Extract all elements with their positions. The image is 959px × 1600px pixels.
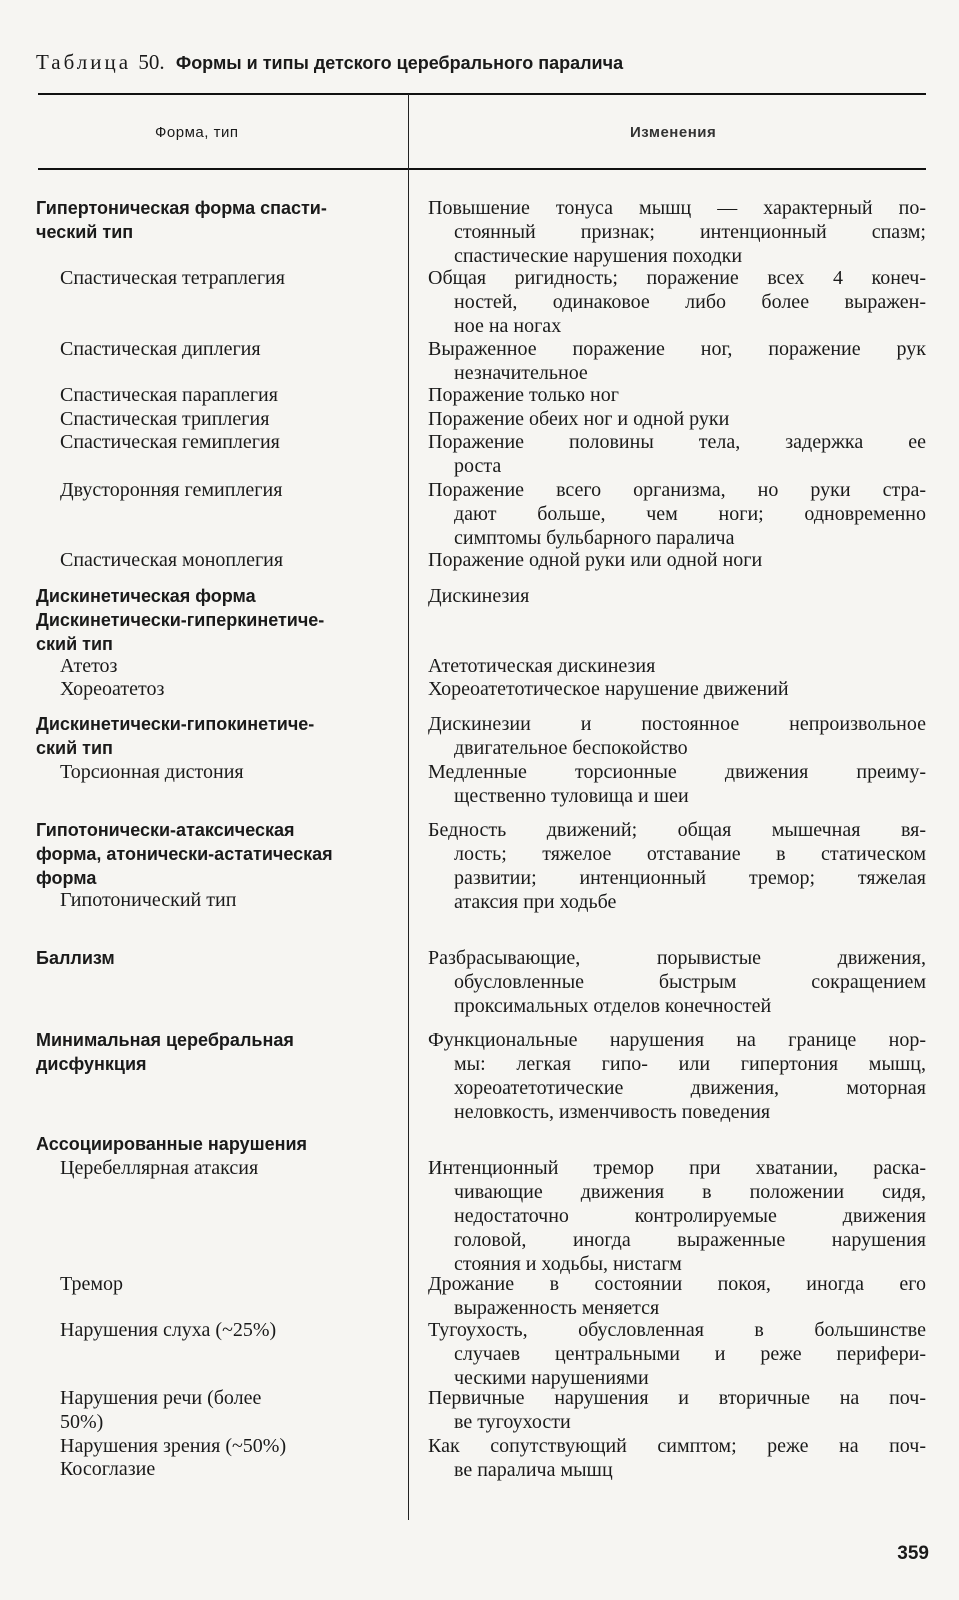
row-right-line: случаев центральными и реже перифери- (454, 1343, 926, 1365)
row-right (428, 1318, 926, 1390)
row-right-line: Дискинезии и постоянное непроизвольное (428, 713, 926, 735)
row-left (36, 478, 416, 502)
header-changes: Изменения (630, 124, 717, 141)
row-left-line: Двусторонняя гемиплегия (60, 479, 283, 501)
row-right-line: головой, иногда выраженные нарушения (454, 1229, 926, 1251)
page-number: 359 (897, 1543, 929, 1564)
row-left-line: Дискинетически-гиперкинетиче- (36, 610, 325, 630)
row-right (428, 584, 926, 608)
row-left-line: Спастическая моноплегия (60, 549, 284, 571)
column-divider (408, 94, 409, 1520)
row-right (428, 760, 926, 808)
row-left-line: форма (36, 868, 97, 888)
caption-number: 50. (138, 50, 165, 74)
row-right-line: спастические нарушения походки (454, 245, 743, 267)
row-right (428, 818, 926, 914)
row-left-line: Минимальная церебральная (36, 1030, 294, 1050)
row-left (36, 654, 416, 678)
row-left-line: Спастическая триплегия (60, 408, 270, 430)
row-right-line: Поражение только ног (428, 384, 619, 406)
row-left (36, 383, 416, 407)
row-right (428, 1386, 926, 1434)
row-right-line: ве паралича мышц (454, 1459, 613, 1481)
row-left-line: Нарушения речи (более (60, 1387, 262, 1409)
row-right-line: Повышение тонуса мышц — характерный по- (428, 197, 926, 219)
row-right (428, 337, 926, 385)
row-left-line: Спастическая гемиплегия (60, 431, 280, 453)
row-right-line: Первичные нарушения и вторичные на поч- (428, 1387, 926, 1409)
row-right-line: ве тугоухости (454, 1411, 571, 1433)
row-left-line: ский тип (36, 634, 113, 654)
row-right-line: недостаточно контролируемые движения (454, 1205, 926, 1227)
row-left-line: Дискинетически-гипокинетиче- (36, 714, 315, 734)
row-right (428, 196, 926, 268)
row-left (36, 888, 416, 912)
row-right (428, 430, 926, 478)
row-right-line: Хореоатетотическое нарушение движений (428, 678, 789, 700)
row-right-line: симптомы бульбарного паралича (454, 527, 735, 549)
row-left-line: Нарушения слуха (~25%) (60, 1319, 277, 1341)
row-right-line: Поражение всего организма, но руки стра- (428, 479, 926, 501)
row-right-line: Медленные торсионные движения преиму- (428, 761, 926, 783)
row-left-line: дисфункция (36, 1054, 147, 1074)
row-right-line: Поражение половины тела, задержка ее (428, 431, 926, 453)
row-left-line: Церебеллярная атаксия (60, 1157, 259, 1179)
row-right-line: обусловленные быстрым сокращением (454, 971, 926, 993)
row-right-line: роста (454, 455, 502, 477)
row-left (36, 1386, 416, 1434)
row-left (36, 712, 392, 760)
row-left-line: Нарушения зрения (~50%) (60, 1435, 287, 1457)
row-right (428, 548, 926, 572)
row-right (428, 1028, 926, 1124)
row-left-line: ский тип (36, 738, 113, 758)
row-left-line: форма, атонически-астатическая (36, 844, 333, 864)
row-left-line: Косоглазие (60, 1458, 156, 1480)
row-left-line: Ассоциированные нарушения (36, 1134, 308, 1154)
row-left (36, 337, 416, 361)
row-right-line: Функциональные нарушения на границе нор- (428, 1029, 926, 1051)
top-rule (38, 93, 926, 95)
row-right-line: Выраженное поражение ног, поражение рук (428, 338, 926, 360)
row-left-line: Гипотонический тип (60, 889, 237, 911)
row-left (36, 548, 416, 572)
caption-title: Формы и типы детского церебрального паралича (175, 53, 624, 73)
row-left (36, 1272, 416, 1296)
row-right-line: стоянный признак; интенционный спазм; (454, 221, 926, 243)
row-left (36, 760, 416, 784)
row-left (36, 946, 392, 970)
row-right-line: дают больше, чем ноги; одновременно (454, 503, 926, 525)
row-right (428, 1272, 926, 1320)
row-left-line: Атетоз (60, 655, 118, 677)
row-right-line: Общая ригидность; поражение всех 4 конеч- (428, 267, 926, 289)
row-left-line: Торсионная дистония (60, 761, 244, 783)
row-left-line: Гипотонически-атаксическая (36, 820, 295, 840)
row-right (428, 677, 926, 701)
row-right-line: развитии; интенционный тремор; тяжелая (454, 867, 926, 889)
row-right-line: Атетотическая дискинезия (428, 655, 656, 677)
row-left (36, 407, 416, 431)
row-right (428, 946, 926, 1018)
row-right-line: стояния и ходьбы, нистагм (454, 1253, 682, 1275)
header-rule (38, 168, 926, 170)
row-right-line: чивающие движения в положении сидя, (454, 1181, 926, 1203)
row-right-line: Поражение одной руки или одной ноги (428, 549, 763, 571)
row-right (428, 712, 926, 760)
row-left-line: Спастическая диплегия (60, 338, 261, 360)
row-right-line: ческими нарушениями (454, 1367, 649, 1389)
row-right-line: Интенционный тремор при хватании, раска- (428, 1157, 926, 1179)
row-right (428, 478, 926, 550)
row-left-line: Хореоатетоз (60, 678, 165, 700)
row-right (428, 383, 926, 407)
row-right-line: щественно туловища и шеи (454, 785, 689, 807)
row-left (36, 1318, 416, 1342)
table-caption (36, 50, 916, 75)
row-right (428, 407, 926, 431)
row-left-line: Гипертоническая форма спасти- (36, 198, 327, 218)
row-right-line: хореоатетотические движения, моторная (454, 1077, 926, 1099)
row-left (36, 1434, 416, 1458)
row-left (36, 196, 392, 244)
row-right (428, 1156, 926, 1276)
row-left-line: Тремор (60, 1273, 123, 1295)
row-left (36, 677, 416, 701)
row-right-line: выраженность меняется (454, 1297, 660, 1319)
row-right-line: неловкость, изменчивость поведения (454, 1101, 771, 1123)
row-right-line: Дискинезия (428, 585, 530, 607)
header-form-type: Форма, тип (155, 124, 239, 141)
row-left-line: 50%) (60, 1411, 104, 1433)
row-right-line: Бедность движений; общая мышечная вя- (428, 819, 926, 841)
row-left (36, 818, 392, 890)
row-left (36, 1028, 392, 1076)
row-right (428, 654, 926, 678)
row-right-line: Дрожание в состоянии покоя, иногда его (428, 1273, 926, 1295)
row-left (36, 1156, 416, 1180)
row-right-line: Как сопутствующий симптом; реже на поч- (428, 1435, 926, 1457)
row-right-line: двигательное беспокойство (454, 737, 688, 759)
row-left (36, 1457, 416, 1481)
caption-lead: Таблица (36, 50, 132, 74)
row-right-line: ностей, одинаковое либо более выражен- (454, 291, 926, 313)
row-left (36, 430, 416, 454)
row-left (36, 266, 416, 290)
row-left-line: Спастическая параплегия (60, 384, 278, 406)
row-left (36, 1132, 392, 1156)
row-right (428, 266, 926, 338)
row-left-line: Дискинетическая форма (36, 586, 256, 606)
row-right-line: лость; тяжелое отставание в статическом (454, 843, 926, 865)
row-left (36, 584, 392, 656)
row-left-line: ческий тип (36, 222, 134, 242)
row-right-line: проксимальных отделов конечностей (454, 995, 772, 1017)
row-left-line: Спастическая тетраплегия (60, 267, 285, 289)
row-right-line: Разбрасывающие, порывистые движения, (428, 947, 926, 969)
row-right-line: Тугоухость, обусловленная в большинстве (428, 1319, 926, 1341)
row-right-line: атаксия при ходьбе (454, 891, 617, 913)
row-right (428, 1434, 926, 1482)
row-left-line: Баллизм (36, 948, 115, 968)
row-right-line: ное на ногах (454, 315, 562, 337)
row-right-line: Поражение обеих ног и одной руки (428, 408, 730, 430)
row-right-line: незначительное (454, 362, 588, 384)
row-right-line: мы: легкая гипо- или гипертония мышц, (454, 1053, 926, 1075)
